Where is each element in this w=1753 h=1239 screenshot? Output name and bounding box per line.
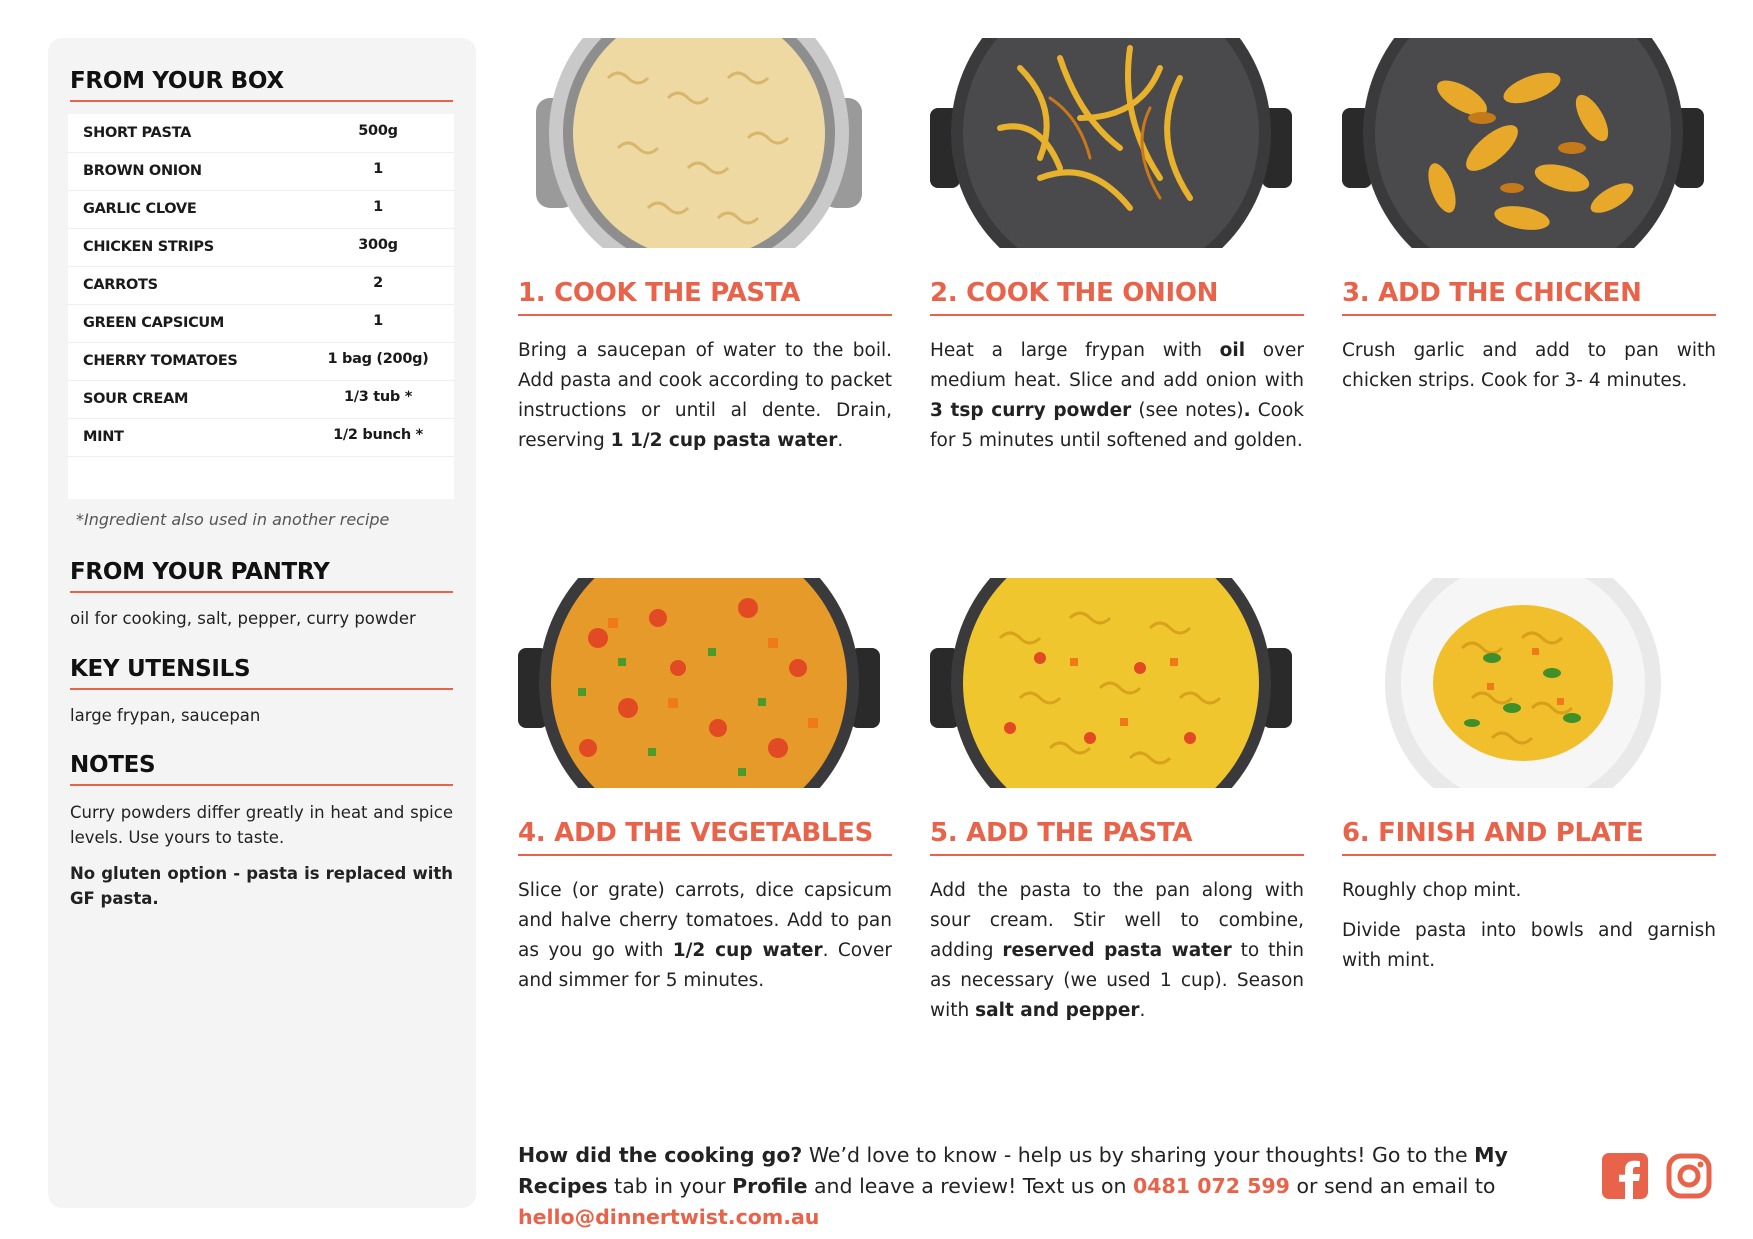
ingredient-name: SHORT PASTA [83,125,192,141]
ingredient-row [68,190,454,229]
step3-heading: 3. ADD THE CHICKEN [1342,278,1716,316]
utensils-text: large frypan, saucepan [70,706,261,725]
ingredient-qty: 1 [373,199,383,215]
step2-text: Heat a large frypan with oil over medium heat. Slice and add onion with 3 tsp curry powder (see notes). Cook for 5 minutes until softened and golden. [930,340,1304,451]
ingredient-name: CARROTS [83,277,158,293]
email-link[interactable]: hello@dinnertwist.com.au [518,1205,820,1229]
ingredient-qty: 500g [358,123,398,139]
ingredient-name: CHERRY TOMATOES [83,353,238,369]
pantry-text: oil for cooking, salt, pepper, curry powder [70,609,416,628]
ingredients-table [68,114,454,499]
step6-text [1342,876,1716,986]
step6-heading: 6. FINISH AND PLATE [1342,818,1716,856]
step6-line2: Divide pasta into bowls and garnish with mint. [1342,920,1716,971]
utensils-heading: KEY UTENSILS [70,656,453,690]
ingredient-row [68,228,454,267]
ingredient-name: CHICKEN STRIPS [83,239,214,255]
ingredient-name: BROWN ONION [83,163,202,179]
ingredient-qty: 1 [373,313,383,329]
ingredient-qty: 1 [373,161,383,177]
footnote-text: *Ingredient also used in another recipe [76,510,390,529]
step3-text: Crush garlic and add to pan with chicken strips. Cook for 3- 4 minutes. [1342,340,1716,391]
sidebar-panel [48,38,476,1208]
ingredient-row [68,266,454,305]
ingredient-name: GARLIC CLOVE [83,201,197,217]
notes-heading: NOTES [70,752,453,786]
step5-heading: 5. ADD THE PASTA [930,818,1304,856]
ingredient-name: SOUR CREAM [83,391,189,407]
ingredient-row [68,304,454,343]
step3-photo [1342,38,1704,248]
phone-link[interactable]: 0481 072 599 [1133,1174,1290,1198]
gluten-note: No gluten option - pasta is replaced with GF pasta. [70,864,453,908]
notes-text: Curry powders differ greatly in heat and spice levels. Use yours to taste. [70,803,453,847]
ingredient-row [68,418,454,457]
step1-text: Bring a saucepan of water to the boil. Add pasta and cook according to packet instructions or until al dente. Drain, reserving 1 1/2 cup pasta water. [518,340,892,451]
step6-line1: Roughly chop mint. [1342,880,1522,901]
ingredient-row [68,342,454,381]
step5-photo [930,578,1292,788]
ingredient-qty: 1/2 bunch * [333,427,423,443]
ingredient-qty: 300g [358,237,398,253]
ingredient-name: GREEN CAPSICUM [83,315,225,331]
ingredient-row [68,152,454,191]
step2-heading: 2. COOK THE ONION [930,278,1304,316]
step2-photo [930,38,1292,248]
facebook-icon[interactable] [1602,1153,1648,1199]
instagram-icon[interactable] [1666,1153,1712,1199]
ingredient-qty: 2 [373,275,383,291]
ingredient-name: MINT [83,429,124,445]
pantry-heading: FROM YOUR PANTRY [70,559,453,593]
ingredient-row [68,380,454,419]
step5-text: Add the pasta to the pan along with sour cream. Stir well to combine, adding reserved pasta water to thin as necessary (we used 1 cup). Season with salt and pepper. [930,880,1304,1021]
feedback-footer: How did the cooking go? We’d love to know - help us by sharing your thoughts! Go to the My Recipes tab in your Profile and leave a review! Text us on 0481 072 599 or send an email to hello@dinnertwist.com.au [518,1143,1508,1229]
ingredient-qty: 1 bag (200g) [327,351,429,367]
from-your-box-heading: FROM YOUR BOX [70,68,453,102]
step6-photo [1342,578,1704,788]
step4-heading: 4. ADD THE VEGETABLES [518,818,892,856]
ingredient-qty: 1/3 tub * [343,389,413,405]
step4-text: Slice (or grate) carrots, dice capsicum and halve cherry tomatoes. Add to pan as you go with 1/2 cup water. Cover and simmer for 5 minutes. [518,880,892,991]
step4-photo [518,578,880,788]
step1-photo [518,38,880,248]
step1-heading: 1. COOK THE PASTA [518,278,892,316]
ingredient-row [68,114,454,153]
